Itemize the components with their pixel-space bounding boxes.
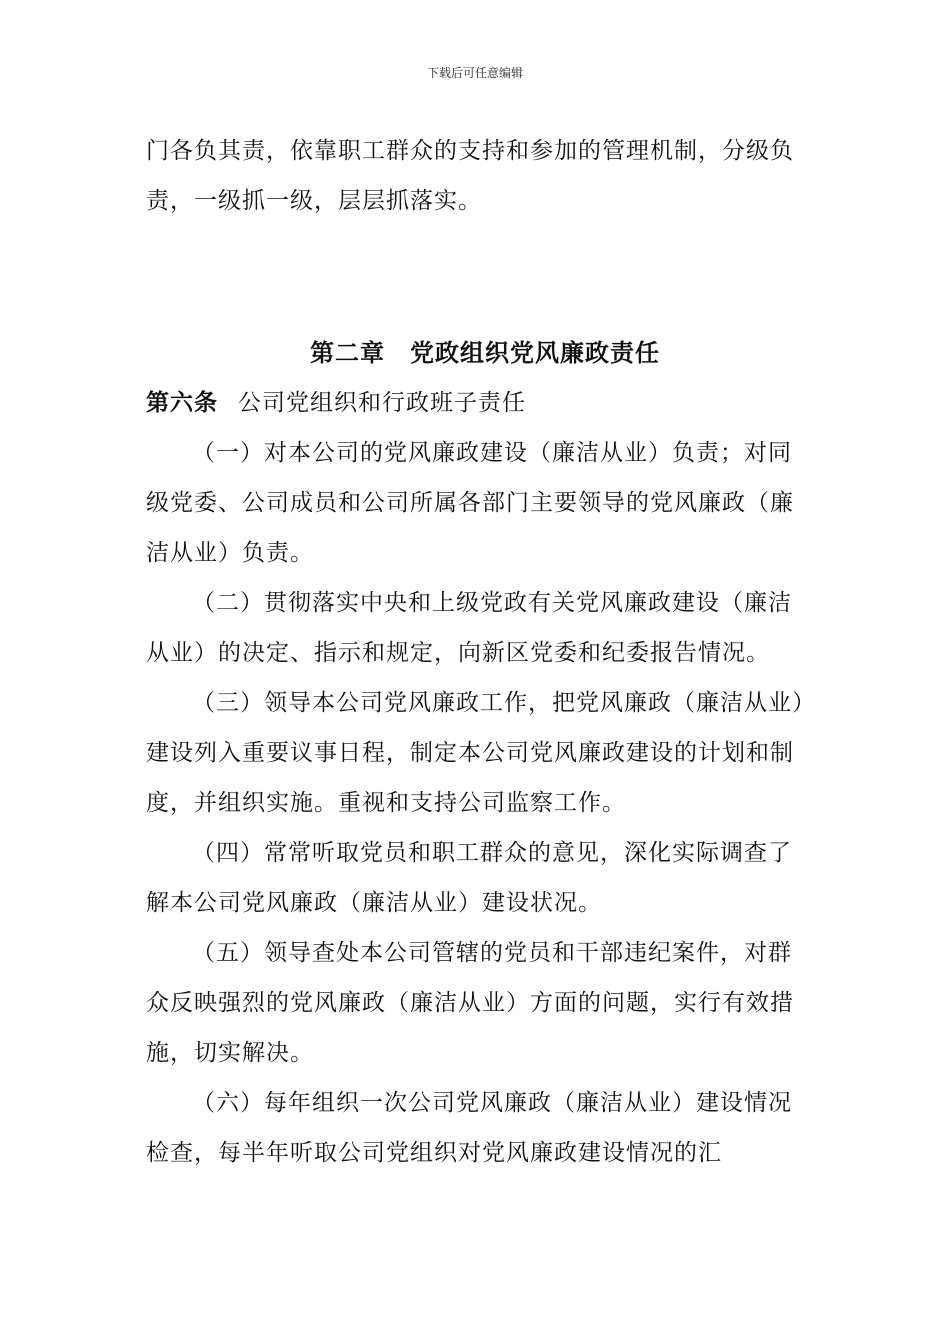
article-item-2: （二）贯彻落实中央和上级党政有关党风廉政建设（廉洁从业）的决定、指示和规定，向新区党委和纪委报告情况。 (146, 590, 792, 666)
chapter-title: 第二章 党政组织党风廉政责任 (310, 338, 660, 367)
article-item-6: （六）每年组织一次公司党风廉政（廉洁从业）建设情况检查，每半年听取公司党组织对党风廉政建设情况的汇 (146, 1090, 792, 1166)
article-item-1: （一）对本公司的党风廉政建设（廉洁从业）负责；对同级党委、公司成员和公司所属各部门主要领导的党风廉政（廉洁从业）负责。 (146, 440, 794, 566)
article-heading (146, 378, 806, 428)
article-item-4: （四）常常听取党员和职工群众的意见，深化实际调查了解本公司党风廉政（廉洁从业）建设状况。 (146, 840, 792, 916)
section-gap (146, 226, 806, 328)
article-number: 第六条 (146, 389, 218, 416)
document-body (146, 126, 806, 1178)
article-item-3: （三）领导本公司党风廉政工作，把党风廉政（廉洁从业）建设列入重要议事日程，制定本公司党风廉政建设的计划和制度，并组织实施。重视和支持公司监察工作。 (146, 690, 805, 816)
article-title: 公司党组织和行政班子责任 (238, 390, 526, 416)
page-header: 下载后可任意编辑 (426, 66, 523, 80)
article-item-5: （五）领导查处本公司管辖的党员和干部违纪案件，对群众反映强烈的党风廉政（廉洁从业）方面的问题，实行有效措施，切实解决。 (146, 940, 794, 1066)
intro-paragraph: 门各负其责，依靠职工群众的支持和参加的管理机制，分级负责，一级抓一级，层层抓落实。 (146, 138, 794, 214)
